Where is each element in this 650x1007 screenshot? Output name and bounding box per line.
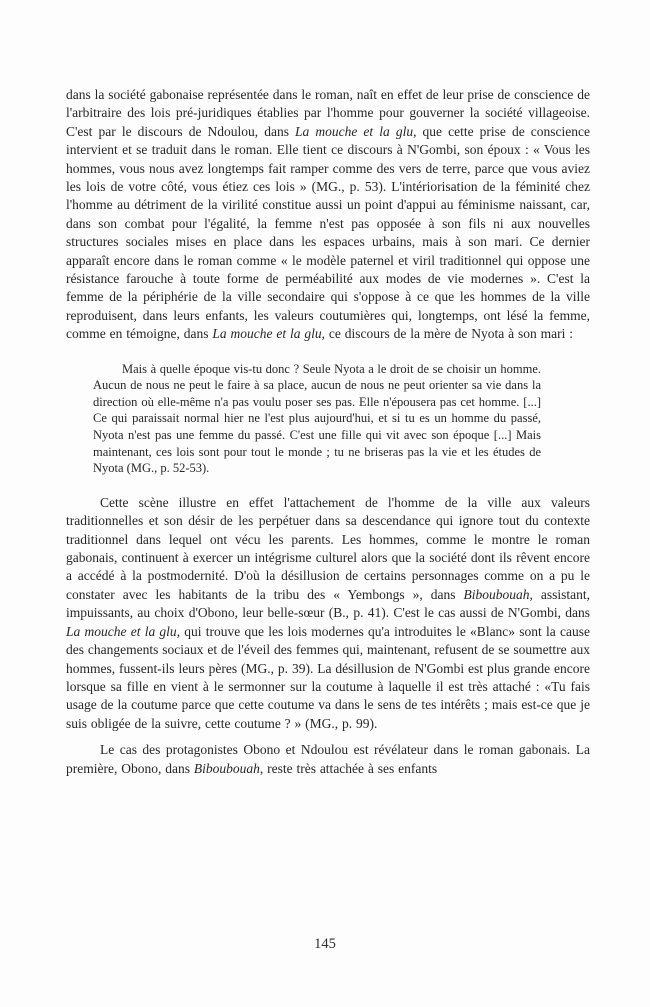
paragraph [66, 86, 590, 344]
text-run: , reste très attachée à ses enfants [259, 760, 438, 776]
text-run: dans la société gabonaise représentée dans le roman, naît en effet de leur prise de conscience de l'arbitraire des lois pré-juridiques établies par l'homme pour gouverner la société villageoise. C'est par le discours de Ndoulou, dans [66, 87, 590, 139]
book-title: Biboubouah [463, 586, 530, 602]
text-run: , qui trouve que les lois modernes qu'a introduites le «Blanc» sont la cause des changements sociaux et de l'éveil des femmes qui, maintenant, refusent de se soumettre aux hommes, fussent-ils leurs pères (MG., p. 39). La désillusion de N'Gombi est plus grande encore lorsque sa fille en vient à le sermonner sur la coutume à laquelle il est très attaché : «Tu fais usage de la coutume parce que cette coutume va dans le sens de tes intérêts ; mais est-ce que je suis obligée de la suivre, cette coutume ? » (MG., p. 99). [66, 623, 590, 731]
text-run: , assistant, impuissants, au choix d'Obono, leur belle-sœur (B., p. 41). C'est le cas aussi de N'Gombi, dans [66, 586, 591, 621]
paragraph [66, 741, 590, 778]
book-title: La mouche et la glu [66, 623, 177, 639]
book-title: La mouche et la glu [295, 123, 414, 139]
page-number: 145 [314, 936, 336, 952]
text-run: , ce discours de la mère de Nyota à son mari : [321, 326, 574, 342]
blockquote [93, 361, 541, 477]
book-title: La mouche et la glu [212, 326, 322, 342]
page-footer [0, 936, 650, 953]
text-run: Le cas des protagonistes Obono et Ndoulou est révélateur dans le roman gabonais. La première, Obono, dans [66, 742, 590, 776]
text-run: , que cette prise de conscience intervient et se traduit dans le roman. Elle tient ce discours à N'Gombi, son époux : « Vous les hommes, vous nous avez longtemps fait ramper comme des vers de terre, parce que vous aviez les lois de votre côté, vous étiez ces lois » (MG., p. 53). L'intériorisation de la féminité chez l'homme au détriment de la virilité constitue aussi un point d'appui au féminisme naissant, car, dans son combat pour l'égalité, la femme n'est pas opposée à son fils ni aux nouvelles structures sociales mises en place dans les espaces urbains, mais à son mari. Ce dernier apparaît encore dans le roman comme « le modèle paternel et viril traditionnel qui oppose une résistance farouche à toute forme de perméabilité aux modes de vie modernes ». C'est la femme de la périphérie de la ville secondaire qui s'oppose à ce que les hommes de la ville reproduisent, dans leurs enfants, les valeurs coutumières qui, longtemps, ont lésé la femme, comme en témoigne, dans [66, 123, 590, 342]
text-run: Mais à quelle époque vis-tu donc ? Seule Nyota a le droit de se choisir un homme. Aucun de nous ne peut le faire à sa place, aucun de nous ne peut orienter sa vie dans la direction où elle-même n'a pas voulu poser ses pas. Elle n'épousera pas cet homme. [...] Ce qui paraissait normal hier ne l'est plus aujourd'hui, et si tu es un homme du passé, Nyota n'est pas une femme du passé. C'est une fille qui vit avec son époque [...] Mais maintenant, ces lois sont pour tout le monde ; tu ne briseras pas la vie et les études de Nyota (MG., p. 52-53). [93, 361, 541, 476]
book-title: Biboubouah [193, 760, 260, 776]
text-run: Cette scène illustre en effet l'attachement de l'homme de la ville aux valeurs traditionnelles et son désir de les perpétuer dans sa descendance qui ignore tout du contexte traditionnel dans lequel ont vécu les parents. Les hommes, comme le montre le roman gabonais, continuent à exercer un intégrisme culturel alors que la société dont ils rêvent encore a accédé à la postmodernité. D'où la désillusion de certains personnages comme on a pu le constater avec les habitants de la tribu des « Yembongs », dans [66, 494, 590, 602]
paragraph [66, 494, 590, 733]
page-text [66, 86, 590, 778]
